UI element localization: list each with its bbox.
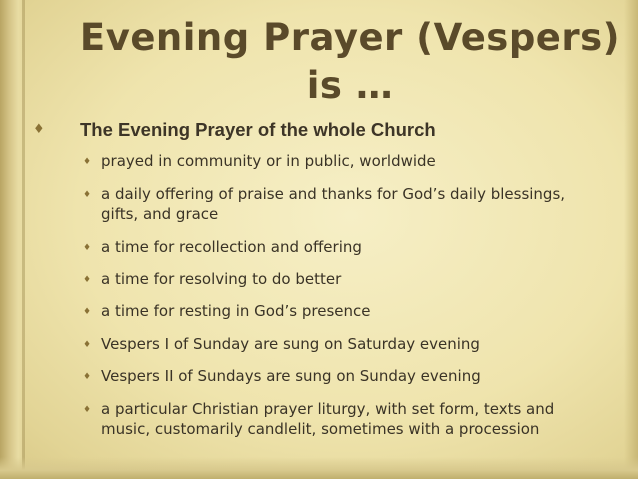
list-item: a time for recollection and offering — [101, 238, 362, 256]
page-edge-bottom — [0, 457, 638, 479]
diamond-bullet-icon: ♦ — [83, 190, 92, 200]
slide-title — [60, 14, 638, 110]
list-item: a time for resolving to do better — [101, 270, 342, 288]
title-line-1: Evening Prayer (Vespers) — [79, 16, 621, 59]
diamond-bullet-icon: ♦ — [83, 275, 92, 285]
list-item: a particular Christian prayer liturgy, with set form, texts and music, customarily candlelit, sometimes with a procession — [101, 400, 555, 438]
heading-bullet: The Evening Prayer of the whole Church — [80, 119, 436, 140]
diamond-bullet-icon: ♦ — [83, 405, 92, 415]
list-item: a daily offering of praise and thanks for God’s daily blessings, gifts, and grace — [101, 185, 566, 223]
diamond-bullet-icon: ♦ — [83, 243, 92, 253]
diamond-bullet-icon: ♦ — [83, 372, 92, 382]
list-item: prayed in community or in public, worldwide — [101, 152, 436, 170]
list-item: a time for resting in God’s presence — [101, 302, 371, 320]
diamond-bullet-icon: ♦ — [83, 157, 92, 167]
diamond-bullet-icon: ♦ — [83, 340, 92, 350]
page-fold-shadow — [22, 0, 25, 479]
title-line-2: is … — [306, 64, 394, 107]
list-item: Vespers I of Sunday are sung on Saturday evening — [101, 335, 480, 353]
list-item: Vespers II of Sundays are sung on Sunday evening — [101, 367, 481, 385]
diamond-bullet-icon: ♦ — [33, 122, 45, 137]
diamond-bullet-icon: ♦ — [83, 307, 92, 317]
